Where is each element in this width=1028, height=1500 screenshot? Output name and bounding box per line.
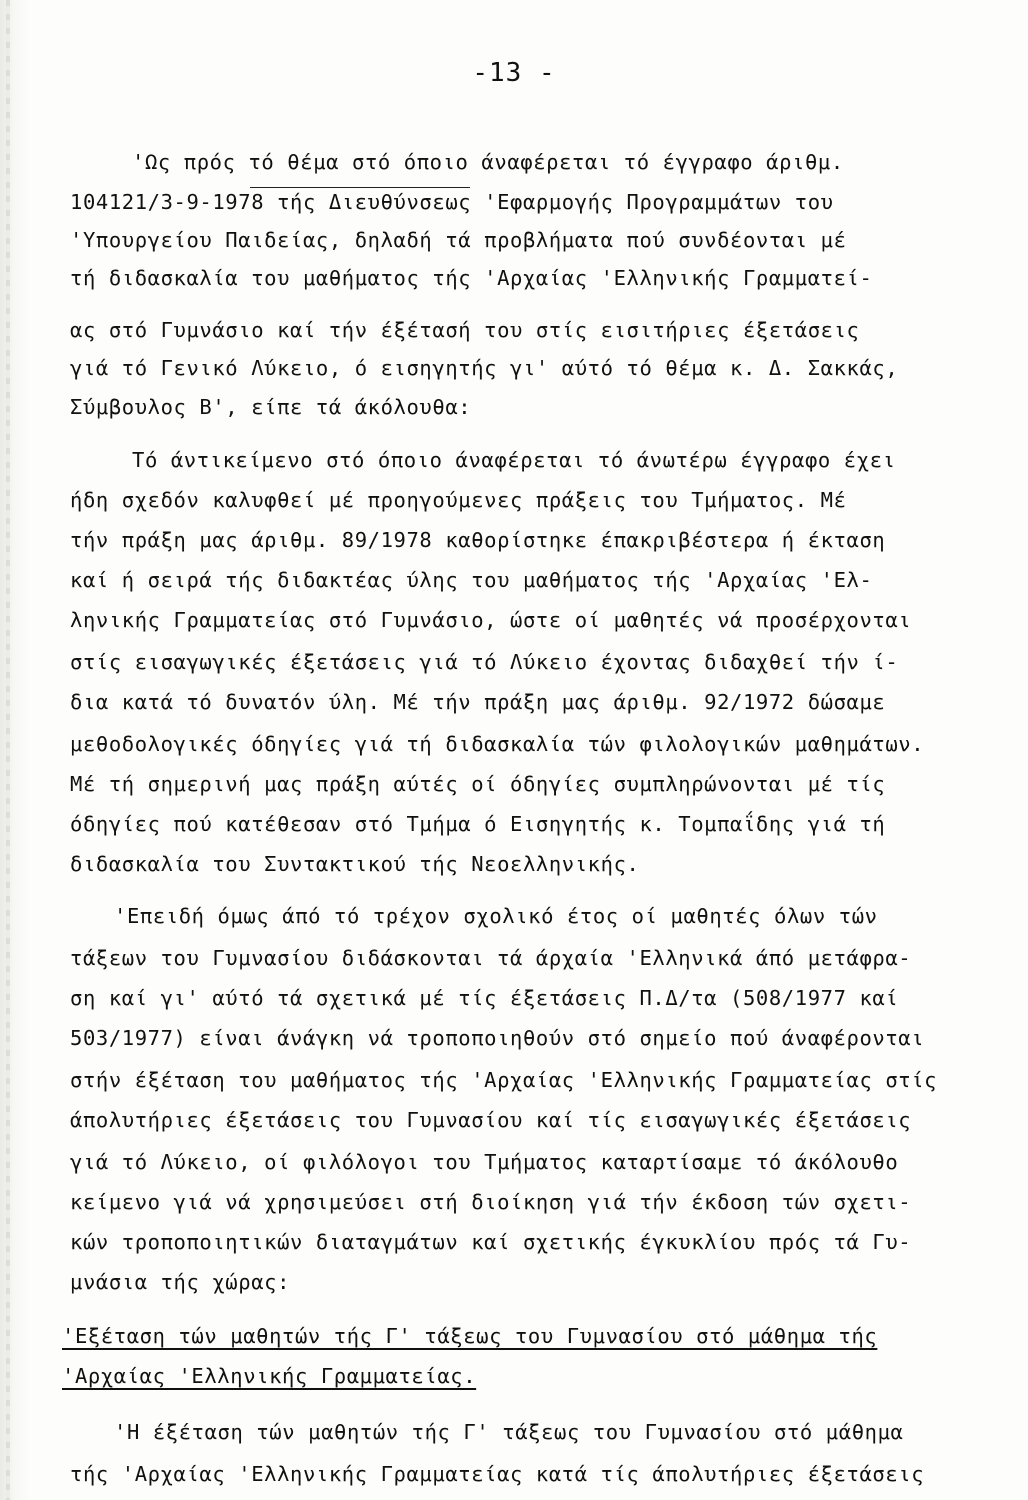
paragraph-1-line-2: 104121/3-9-1978 τής Διευθύνσεως 'Εφαρμογής Προγραμμάτων του xyxy=(70,190,834,214)
paragraph-2-line-7: δια κατά τό δυνατόν ύλη. Μέ τήν πράξη μας άριθμ. 92/1972 δώσαμε xyxy=(70,690,886,714)
paragraph-3-line-3: ση καί γι' αύτό τά σχετικά μέ τίς έξετάσεις Π.Δ/τα (508/1977 καί xyxy=(70,986,899,1010)
paragraph-2-line-1: Τό άντικείμενο στό όποιο άναφέρεται τό άνωτέρω έγγραφο έχει xyxy=(132,448,896,472)
paragraph-3-line-5: στήν έξέταση του μαθήματος τής 'Αρχαίας 'Ελληνικής Γραμματείας στίς xyxy=(70,1068,938,1092)
paragraph-3-line-7: γιά τό Λύκειο, οί φιλόλογοι του Τμήματος καταρτίσαμε τό άκόλουθο xyxy=(70,1150,899,1174)
paragraph-3-line-9: κών τροποποιητικών διαταγμάτων καί σχετικής έγκυκλίου πρός τά Γυ- xyxy=(70,1230,912,1254)
paragraph-5-line-1: 'Η έξέταση τών μαθητών τής Γ' τάξεως του Γυμνασίου στό μάθημα xyxy=(114,1420,904,1444)
document-reference-rule xyxy=(250,187,470,188)
paragraph-3-line-10: μνάσια τής χώρας: xyxy=(70,1270,291,1294)
paragraph-3-line-1: 'Επειδή όμως άπό τό τρέχον σχολικό έτος οί μαθητές όλων τών xyxy=(114,904,878,928)
paragraph-1-line-4: τή διδασκαλία του μαθήματος τής 'Αρχαίας 'Ελληνικής Γραμματεί- xyxy=(70,266,873,290)
paragraph-2-line-10: όδηγίες πού κατέθεσαν στό Τμήμα ό Εισηγητής κ. Τομπαΐδης γιά τή xyxy=(70,812,886,836)
paragraph-2-line-4: καί ή σειρά τής διδακτέας ύλης του μαθήματος τής 'Αρχαίας 'Ελ- xyxy=(70,568,873,592)
paragraph-1-line-1: 'Ως πρός τό θέμα στό όποιο άναφέρεται τό έγγραφο άριθμ. xyxy=(132,150,844,174)
paragraph-2-line-8: μεθοδολογικές όδηγίες γιά τή διδασκαλία τών φιλολογικών μαθημάτων. xyxy=(70,732,925,756)
paragraph-1-line-3: 'Υπουργείου Παιδείας, δηλαδή τά προβλήματα πού συνδέονται μέ xyxy=(70,228,847,252)
paragraph-2-line-3: τήν πράξη μας άριθμ. 89/1978 καθορίστηκε έπακριβέστερα ή έκταση xyxy=(70,528,886,552)
paragraph-1-line-6: γιά τό Γενικό Λύκειο, ό εισηγητής γι' αύτό τό θέμα κ. Δ. Σακκάς, xyxy=(70,356,899,380)
paragraph-2-line-6: στίς εισαγωγικές έξετάσεις γιά τό Λύκειο έχοντας διδαχθεί τήν ί- xyxy=(70,650,899,674)
paragraph-1-line-7: Σύμβουλος Β', είπε τά άκόλουθα: xyxy=(70,395,472,419)
page-number: -13 - xyxy=(472,58,556,88)
scanned-page-edge xyxy=(6,0,10,1500)
paragraph-5-line-2: τής 'Αρχαίας 'Ελληνικής Γραμματείας κατά τίς άπολυτήριες έξετάσεις xyxy=(70,1462,925,1486)
paragraph-2-line-9: Μέ τή σημερινή μας πράξη αύτές οί όδηγίες συμπληρώνονται μέ τίς xyxy=(70,772,886,796)
paragraph-3-line-8: κείμενο γιά νά χρησιμεύσει στή διοίκηση γιά τήν έκδοση τών σχετι- xyxy=(70,1190,912,1214)
paragraph-3-line-2: τάξεων του Γυμνασίου διδάσκονται τά άρχαία 'Ελληνικά άπό μετάφρα- xyxy=(70,946,912,970)
paragraph-1-line-5: ας στό Γυμνάσιο καί τήν έξέτασή του στίς εισιτήριες έξετάσεις xyxy=(70,318,860,342)
paragraph-2-line-5: ληνικής Γραμματείας στό Γυμνάσιο, ώστε οί μαθητές νά προσέρχονται xyxy=(70,608,912,632)
paragraph-2-line-2: ήδη σχεδόν καλυφθεί μέ προηγούμενες πράξεις του Τμήματος. Μέ xyxy=(70,488,847,512)
section-heading-line-1: 'Εξέταση τών μαθητών τής Γ' τάξεως του Γυμνασίου στό μάθημα τής xyxy=(62,1324,878,1348)
section-heading-line-2: 'Αρχαίας 'Ελληνικής Γραμματείας. xyxy=(62,1364,477,1388)
paragraph-3-line-4: 503/1977) είναι άνάγκη νά τροποποιηθούν στό σημείο πού άναφέρονται xyxy=(70,1026,925,1050)
paragraph-2-line-11: διδασκαλία του Συντακτικού τής Νεοελληνικής. xyxy=(70,852,640,876)
paragraph-3-line-6: άπολυτήριες έξετάσεις του Γυμνασίου καί τίς εισαγωγικές έξετάσεις xyxy=(70,1108,912,1132)
